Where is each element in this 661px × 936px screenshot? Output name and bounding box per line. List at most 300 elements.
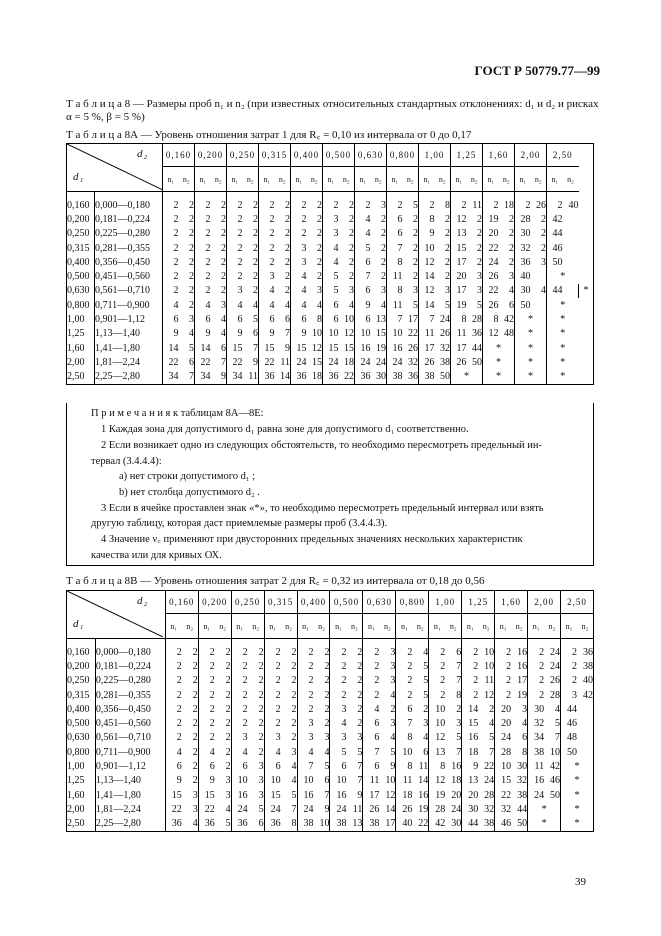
cell-value: 3 bbox=[324, 732, 330, 744]
cell-value: 13 bbox=[429, 745, 445, 759]
cell-value: 10 bbox=[344, 314, 354, 326]
note-1: 1 Каждая зона для допустимого d₁ равна зоне для допустимого d₁ соответственно. bbox=[101, 424, 469, 435]
cell-value: 6 bbox=[259, 312, 275, 326]
cell-value: 2 bbox=[221, 285, 226, 297]
cell-value: 7 bbox=[555, 732, 561, 744]
cell-value: 50 bbox=[472, 356, 482, 368]
cell-value: 5 bbox=[456, 732, 462, 744]
cell-value: 2 bbox=[445, 228, 450, 240]
n2-subheader: n₂ bbox=[478, 614, 494, 639]
note-2d: b) нет столбца допустимого d₂ . bbox=[119, 487, 260, 498]
n2-subheader: n₂ bbox=[314, 614, 330, 639]
cell-value: 2 bbox=[259, 255, 275, 269]
cell-value: 3 bbox=[423, 718, 429, 730]
cell-value: 19 bbox=[429, 788, 445, 802]
cell-value: 2 bbox=[258, 718, 264, 730]
cell-value: 2 bbox=[195, 255, 211, 269]
cell-value: 2 bbox=[259, 241, 275, 255]
cell-value: 5 bbox=[355, 241, 371, 255]
cell-star: * bbox=[547, 312, 579, 326]
note-2a: 2 Если возникает одно из следующих обстоятельств, то необходимо пересмотреть предельный ин- bbox=[101, 440, 543, 451]
cell-value: 5 bbox=[390, 746, 396, 758]
n1-subheader: n₁ bbox=[323, 167, 339, 192]
cell-value: 2 bbox=[163, 255, 179, 269]
row-d1-value: 0,630 bbox=[67, 732, 90, 744]
cell-value: 2 bbox=[291, 675, 297, 687]
cell-empty bbox=[563, 284, 579, 298]
cell-value: 8 bbox=[387, 284, 403, 298]
cell-value: 30 bbox=[451, 818, 462, 830]
cell-value: 4 bbox=[291, 284, 307, 298]
table-8a bbox=[66, 143, 594, 385]
n1-subheader: n₁ bbox=[363, 614, 379, 639]
cell-value: 3 bbox=[357, 732, 363, 744]
row-range: 0,225—0,280 bbox=[95, 227, 163, 241]
cell-value: 2 bbox=[324, 660, 330, 672]
cell-value: 3 bbox=[390, 646, 396, 658]
cell-value: 3 bbox=[259, 269, 275, 283]
cell-value: 20 bbox=[483, 227, 499, 241]
cell-value: 4 bbox=[221, 314, 226, 326]
cell-value: 2 bbox=[291, 703, 297, 715]
cell-value: 9 bbox=[324, 803, 330, 815]
cell-value: 4 bbox=[195, 298, 211, 312]
document-id: ГОСТ Р 50779.77—99 bbox=[474, 63, 600, 78]
cell-value: 2 bbox=[541, 228, 546, 240]
cell-value: 20 bbox=[462, 788, 478, 802]
cell-value: 3 bbox=[390, 675, 396, 687]
table-row bbox=[67, 802, 594, 816]
cell-value: 2 bbox=[189, 299, 194, 311]
cell-value: 6 bbox=[231, 759, 247, 773]
row-d1-value: 0,250 bbox=[67, 228, 90, 240]
cell-value: 3 bbox=[227, 284, 243, 298]
cell-value: 2 bbox=[192, 775, 198, 787]
cell-value: 3 bbox=[522, 703, 528, 715]
cell-value: 50 bbox=[440, 371, 450, 383]
cell-value: 17 bbox=[451, 284, 467, 298]
cell-value: 24 bbox=[451, 803, 462, 815]
table-8b bbox=[66, 590, 594, 832]
n1-subheader: n₁ bbox=[561, 614, 577, 639]
row-d1-value: 1,25 bbox=[67, 775, 85, 787]
cell-star: * bbox=[561, 788, 594, 802]
table-row bbox=[67, 284, 594, 298]
cell-value: 2 bbox=[317, 256, 322, 268]
cell-value: 12 bbox=[429, 774, 445, 788]
cell-empty bbox=[563, 212, 579, 226]
cell-value: 2 bbox=[561, 639, 577, 660]
cell-value: 5 bbox=[189, 342, 194, 354]
cell-value: 22 bbox=[165, 802, 181, 816]
cell-value: 22 bbox=[195, 355, 211, 369]
cell-value: 2 bbox=[297, 674, 313, 688]
cell-star: * bbox=[547, 269, 579, 283]
cell-value: 16 bbox=[418, 789, 429, 801]
cell-value: 2 bbox=[221, 228, 226, 240]
row-d1-value: 0,200 bbox=[67, 660, 90, 672]
cell-star: * bbox=[528, 817, 561, 832]
cell-value: 24 bbox=[483, 255, 499, 269]
cell-value: 3 bbox=[225, 775, 231, 787]
cell-value: 40 bbox=[396, 817, 412, 832]
cell-value: 3 bbox=[330, 702, 346, 716]
cell-value: 16 bbox=[330, 788, 346, 802]
cell-value: 6 bbox=[323, 298, 339, 312]
cell-value: 24 bbox=[387, 355, 403, 369]
cell-value: 2 bbox=[225, 761, 231, 773]
cell-value: 3 bbox=[291, 255, 307, 269]
cell-value: 22 bbox=[418, 818, 429, 830]
cell-value: 2 bbox=[390, 703, 396, 715]
cell-value: 4 bbox=[259, 284, 275, 298]
cell-value: 10 bbox=[396, 745, 412, 759]
cell-value: 2 bbox=[477, 228, 482, 240]
column-header: 2,50 bbox=[561, 591, 594, 614]
cell-empty bbox=[577, 702, 593, 716]
cell-value: 3 bbox=[456, 718, 462, 730]
cell-value: 3 bbox=[258, 789, 264, 801]
cell-value: 2 bbox=[413, 256, 418, 268]
column-header: 1,25 bbox=[462, 591, 495, 614]
cell-value: 2 bbox=[253, 228, 258, 240]
cell-value: 2 bbox=[528, 688, 544, 702]
row-range: 0,000—0,180 bbox=[95, 192, 163, 213]
cell-value: 11 bbox=[363, 774, 379, 788]
row-range: 2,25—2,80 bbox=[95, 370, 163, 385]
cell-value: 30 bbox=[517, 761, 528, 773]
row-d1-value: 0,160 bbox=[67, 199, 90, 211]
n2-subheader: n₂ bbox=[531, 167, 547, 192]
cell-empty bbox=[563, 255, 579, 269]
cell-value: 14 bbox=[419, 269, 435, 283]
cell-value: 6 bbox=[387, 212, 403, 226]
row-range: 0,901—1,12 bbox=[95, 759, 165, 773]
cell-value: 8 bbox=[445, 199, 450, 211]
cell-value: 6 bbox=[221, 342, 226, 354]
cell-value: 9 bbox=[221, 371, 226, 383]
cell-value: 2 bbox=[429, 688, 445, 702]
cell-value: 6 bbox=[198, 759, 214, 773]
cell-star: * bbox=[515, 327, 547, 341]
cell-value: 26 bbox=[550, 675, 561, 687]
cell-value: 10 bbox=[330, 774, 346, 788]
cell-value: 50 bbox=[547, 255, 563, 269]
row-d1-value: 1,60 bbox=[67, 789, 85, 801]
cell-value: 7 bbox=[297, 759, 313, 773]
table-row bbox=[67, 298, 594, 312]
note-3a: 3 Если в ячейке проставлен знак «*», то необходимо пересмотреть предельный интервал или взять bbox=[101, 503, 544, 514]
row-d1-value: 0,200 bbox=[67, 213, 90, 225]
n1-subheader: n₁ bbox=[515, 167, 531, 192]
n2-subheader: n₂ bbox=[211, 167, 227, 192]
cell-value: 2 bbox=[495, 639, 511, 660]
corner-cell bbox=[67, 591, 166, 639]
cell-value: 2 bbox=[192, 746, 198, 758]
n2-subheader: n₂ bbox=[577, 614, 593, 639]
cell-value: 14 bbox=[418, 775, 429, 787]
cell-value: 5 bbox=[489, 732, 495, 744]
cell-value: 2 bbox=[198, 688, 214, 702]
cell-value: 50 bbox=[561, 745, 577, 759]
column-header: 2,00 bbox=[528, 591, 561, 614]
n1-subheader: n₁ bbox=[330, 614, 346, 639]
cell-value: 42 bbox=[504, 314, 514, 326]
cell-value: 3 bbox=[323, 227, 339, 241]
cell-value: 12 bbox=[451, 212, 467, 226]
cell-value: 6 bbox=[227, 312, 243, 326]
table-8b-caption: Т а б л и ц а 8В — Уровень отношения затрат 2 для R꜀ = 0,32 из интервала от 0,18 до 0,56 bbox=[66, 575, 485, 587]
cell-value: 30 bbox=[528, 702, 544, 716]
cell-value: 36 bbox=[231, 817, 247, 832]
n2-subheader: n₂ bbox=[445, 614, 461, 639]
cell-value: 2 bbox=[198, 639, 214, 660]
cell-value: 3 bbox=[192, 789, 198, 801]
n2-subheader: n₂ bbox=[346, 614, 362, 639]
n1-subheader: n₁ bbox=[165, 614, 181, 639]
cell-value: 2 bbox=[195, 192, 211, 213]
cell-value: 32 bbox=[528, 716, 544, 730]
cell-value: 4 bbox=[163, 298, 179, 312]
cell-value: 4 bbox=[189, 328, 194, 340]
cell-value: 2 bbox=[258, 675, 264, 687]
cell-value: 50 bbox=[550, 789, 561, 801]
cell-value: 6 bbox=[264, 759, 280, 773]
cell-value: 2 bbox=[285, 285, 290, 297]
cell-value: 36 bbox=[291, 370, 307, 385]
cell-value: 3 bbox=[192, 803, 198, 815]
n2-subheader: n₂ bbox=[379, 614, 395, 639]
row-d1-value: 0,315 bbox=[67, 689, 90, 701]
cell-value: 9 bbox=[253, 356, 258, 368]
cell-value: 16 bbox=[387, 341, 403, 355]
cell-value: 3 bbox=[413, 285, 418, 297]
intro-line-2: α = 5 %, β = 5 %) bbox=[66, 111, 145, 123]
cell-value: 9 bbox=[163, 327, 179, 341]
cell-value: 2 bbox=[189, 199, 194, 211]
cell-value: 24 bbox=[440, 314, 450, 326]
cell-value: 26 bbox=[536, 199, 546, 211]
cell-value: 2 bbox=[221, 199, 226, 211]
row-range: 0,281—0,355 bbox=[95, 688, 165, 702]
cell-value: 2 bbox=[445, 242, 450, 254]
cell-value: 32 bbox=[495, 802, 511, 816]
cell-value: 26 bbox=[419, 355, 435, 369]
row-range: 1,13—1,40 bbox=[95, 774, 165, 788]
n1-subheader: n₁ bbox=[297, 614, 313, 639]
row-range: 0,451—0,560 bbox=[95, 716, 165, 730]
cell-value: 12 bbox=[429, 731, 445, 745]
cell-value: 3 bbox=[477, 271, 482, 283]
cell-value: 38 bbox=[484, 818, 495, 830]
cell-value: 40 bbox=[568, 199, 579, 211]
cell-value: 20 bbox=[495, 716, 511, 730]
cell-value: 2 bbox=[189, 242, 194, 254]
cell-value: 2 bbox=[163, 212, 179, 226]
cell-value: 8 bbox=[456, 689, 462, 701]
cell-value: 2 bbox=[253, 285, 258, 297]
cell-value: 6 bbox=[522, 732, 528, 744]
cell-value: 15 bbox=[165, 788, 181, 802]
row-range: 0,561—0,710 bbox=[95, 731, 165, 745]
cell-value: 2 bbox=[396, 674, 412, 688]
cell-value: 2 bbox=[357, 646, 363, 658]
cell-value: 3 bbox=[291, 746, 297, 758]
cell-value: 2 bbox=[381, 271, 386, 283]
cell-value: 19 bbox=[376, 342, 386, 354]
cell-value: 8 bbox=[522, 746, 528, 758]
cell-value: 14 bbox=[419, 298, 435, 312]
cell-value: 24 bbox=[264, 802, 280, 816]
cell-value: 3 bbox=[264, 731, 280, 745]
cell-value: 7 bbox=[357, 761, 363, 773]
cell-value: 8 bbox=[419, 212, 435, 226]
cell-value: 5 bbox=[555, 718, 561, 730]
cell-value: 7 bbox=[357, 775, 363, 787]
cell-value: 4 bbox=[264, 745, 280, 759]
cell-value: 7 bbox=[387, 241, 403, 255]
cell-value: 7 bbox=[456, 660, 462, 672]
note-2b: тервал (3.4.4.4): bbox=[91, 456, 162, 467]
cell-value: 30 bbox=[515, 227, 531, 241]
column-header: 0,200 bbox=[198, 591, 231, 614]
cell-value: 8 bbox=[429, 759, 445, 773]
cell-value: 2 bbox=[221, 242, 226, 254]
cell-value: 6 bbox=[324, 775, 330, 787]
cell-value: 14 bbox=[462, 702, 478, 716]
cell-value: 10 bbox=[429, 702, 445, 716]
row-range: 1,13—1,40 bbox=[95, 327, 163, 341]
column-header: 0,200 bbox=[195, 144, 227, 167]
cell-value: 32 bbox=[515, 241, 531, 255]
cell-value: 3 bbox=[381, 199, 386, 211]
row-range: 0,561—0,710 bbox=[95, 284, 163, 298]
cell-value: 15 bbox=[291, 341, 307, 355]
cell-value: 2 bbox=[357, 675, 363, 687]
cell-value: 18 bbox=[344, 356, 354, 368]
row-d1-value: 2,00 bbox=[67, 803, 85, 815]
n1-subheader: n₁ bbox=[163, 167, 179, 192]
cell-value: 24 bbox=[550, 646, 561, 658]
cell-value: 48 bbox=[561, 731, 577, 745]
cell-value: 2 bbox=[165, 731, 181, 745]
table-row bbox=[67, 241, 594, 255]
cell-value: 2 bbox=[495, 659, 511, 673]
cell-value: 2 bbox=[317, 213, 322, 225]
cell-value: 5 bbox=[413, 199, 418, 211]
n1-subheader: n₁ bbox=[195, 167, 211, 192]
n1-subheader: n₁ bbox=[227, 167, 243, 192]
cell-value: 8 bbox=[291, 818, 297, 830]
cell-value: 38 bbox=[419, 370, 435, 385]
cell-value: 2 bbox=[291, 227, 307, 241]
cell-value: 6 bbox=[355, 284, 371, 298]
corner-cell bbox=[67, 144, 163, 192]
cell-value: 42 bbox=[547, 212, 563, 226]
cell-value: 4 bbox=[297, 745, 313, 759]
cell-value: 11 bbox=[472, 199, 482, 211]
cell-value: 2 bbox=[253, 199, 258, 211]
cell-value: 44 bbox=[517, 803, 528, 815]
cell-value: 2 bbox=[381, 228, 386, 240]
cell-value: 42 bbox=[550, 761, 561, 773]
cell-value: 7 bbox=[387, 312, 403, 326]
cell-value: 10 bbox=[495, 759, 511, 773]
cell-value: 2 bbox=[330, 688, 346, 702]
cell-star: * bbox=[515, 370, 547, 385]
cell-value: 2 bbox=[189, 271, 194, 283]
cell-value: 2 bbox=[396, 659, 412, 673]
cell-value: 16 bbox=[517, 646, 528, 658]
cell-value: 2 bbox=[349, 199, 354, 211]
cell-value: 24 bbox=[355, 355, 371, 369]
cell-value: 36 bbox=[323, 370, 339, 385]
cell-value: 2 bbox=[445, 213, 450, 225]
cell-value: 26 bbox=[363, 802, 379, 816]
cell-value: 38 bbox=[387, 370, 403, 385]
cell-value: 4 bbox=[355, 212, 371, 226]
cell-value: 5 bbox=[477, 299, 482, 311]
cell-value: 36 bbox=[165, 817, 181, 832]
cell-value: 22 bbox=[198, 802, 214, 816]
row-d1-value: 1,25 bbox=[67, 328, 85, 340]
cell-value: 26 bbox=[440, 328, 450, 340]
table-row bbox=[67, 702, 594, 716]
cell-value: 2 bbox=[225, 675, 231, 687]
row-range: 0,711—0,900 bbox=[95, 745, 165, 759]
cell-value: 2 bbox=[297, 639, 313, 660]
cell-value: 2 bbox=[363, 674, 379, 688]
cell-value: 2 bbox=[165, 639, 181, 660]
row-d1-value: 0,800 bbox=[67, 299, 90, 311]
cell-value: 18 bbox=[312, 371, 322, 383]
cell-value: 6 bbox=[163, 312, 179, 326]
cell-value: 9 bbox=[165, 774, 181, 788]
cell-value: 8 bbox=[317, 314, 322, 326]
cell-value: 46 bbox=[550, 775, 561, 787]
cell-value: 7 bbox=[324, 789, 330, 801]
cell-value: 32 bbox=[484, 803, 495, 815]
cell-value: 2 bbox=[291, 718, 297, 730]
cell-value: 4 bbox=[221, 328, 226, 340]
cell-value: 7 bbox=[253, 342, 258, 354]
cell-value: 19 bbox=[517, 689, 528, 701]
cell-value: 26 bbox=[396, 802, 412, 816]
cell-value: 3 bbox=[297, 731, 313, 745]
n1-subheader: n₁ bbox=[291, 167, 307, 192]
row-d1-value: 0,800 bbox=[67, 746, 90, 758]
cell-value: 9 bbox=[355, 298, 371, 312]
cell-value: 12 bbox=[484, 689, 495, 701]
cell-value: 15 bbox=[227, 341, 243, 355]
column-header: 0,160 bbox=[163, 144, 195, 167]
cell-star: * bbox=[483, 355, 515, 369]
n2-subheader: n₂ bbox=[182, 614, 198, 639]
row-d1-value: 2,50 bbox=[67, 818, 85, 830]
cell-value: 3 bbox=[390, 660, 396, 672]
cell-value: 2 bbox=[192, 703, 198, 715]
cell-value: 14 bbox=[280, 371, 290, 383]
cell-value: 7 bbox=[355, 269, 371, 283]
cell-value: 34 bbox=[227, 370, 243, 385]
cell-star: * bbox=[515, 341, 547, 355]
n1-subheader: n₁ bbox=[429, 614, 445, 639]
n1-subheader: n₁ bbox=[264, 614, 280, 639]
cell-value: 42 bbox=[429, 817, 445, 832]
cell-value: 10 bbox=[319, 818, 330, 830]
n1-subheader: n₁ bbox=[462, 614, 478, 639]
cell-value: 6 bbox=[396, 702, 412, 716]
